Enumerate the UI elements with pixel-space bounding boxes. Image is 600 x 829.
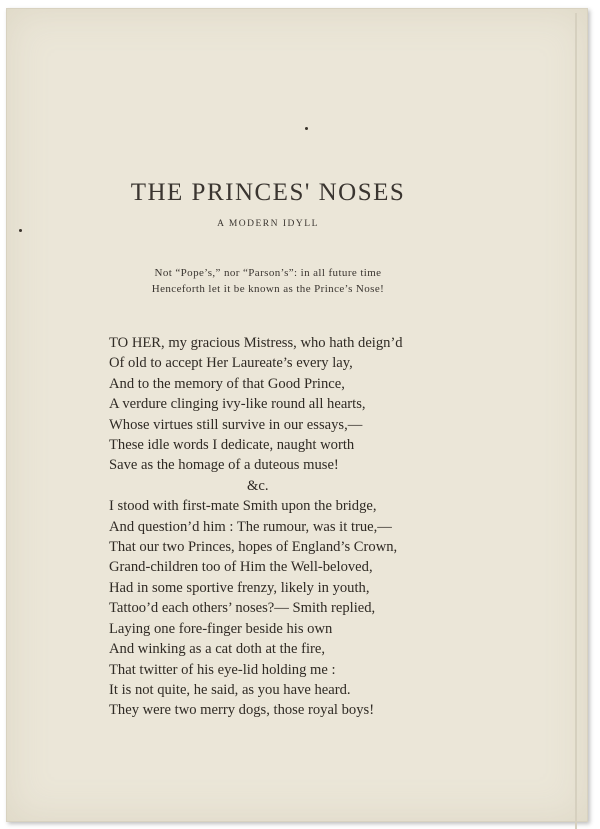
dedication-line: Of old to accept Her Laureate’s every lay, [109,355,353,372]
body-line: That our two Princes, hopes of England’s Crown, [109,539,398,556]
ink-speck [19,229,22,232]
body-line: They were two merry dogs, those royal boys! [109,702,375,719]
body-line: It is not quite, he said, as you have heard. [109,681,351,698]
dedication-line: And to the memory of that Good Prince, [109,375,345,392]
body-line: And question’d him : The rumour, was it true,— [109,518,392,535]
section-separator: &c. [247,477,269,494]
epigraph [7,265,529,297]
ink-speck [305,127,308,130]
epigraph-line: Not “Pope’s,” nor “Parson’s”: in all future time [154,267,382,279]
paper-page [6,8,588,822]
body-line: Grand-children too of Him the Well-beloved, [109,559,373,576]
body-line: And winking as a cat doth at the fire, [109,641,326,658]
poem-text [109,333,403,721]
body-line: Had in some sportive frenzy, likely in youth, [109,579,370,596]
body-line: Tattoo’d each others’ noses?— Smith replied, [109,600,376,617]
dedication-line: TO HER, my gracious Mistress, who hath deign’d [109,335,403,351]
dedication-line: These idle words I dedicate, naught worth [109,437,355,454]
body-line: That twitter of his eye-lid holding me : [109,661,336,678]
dedication-line: A verdure clinging ivy-like round all hearts, [109,396,366,413]
epigraph-line: Henceforth let it be known as the Prince’s Nose! [151,283,385,295]
dedication-line: Save as the homage of a duteous muse! [109,457,339,474]
dedication-line: Whose virtues still survive in our essays,— [109,416,363,433]
poem-subtitle: A MODERN IDYLL [217,219,319,229]
body-line: I stood with first-mate Smith upon the bridge, [109,498,377,515]
page-edge [575,13,577,829]
poem-title: THE PRINCES' NOSES [130,179,406,206]
body-line: Laying one fore-finger beside his own [109,620,333,637]
